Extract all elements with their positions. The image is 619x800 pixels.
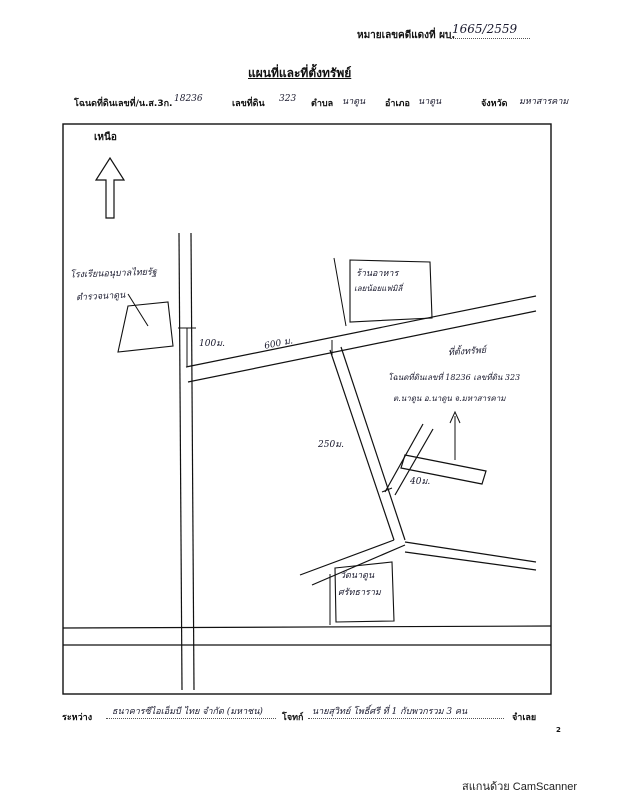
district-label: อำเภอ [385,99,410,109]
property-label: ที่ตั้งทรัพย์ [447,345,487,359]
map-border [63,124,551,694]
district-value: นาดูน [418,97,442,107]
school-parcel [118,302,173,352]
defendant-label: จำเลย [512,713,537,723]
distance-600m: 600 ม. [263,336,294,352]
land-no-label: เลขที่ดิน [232,99,265,109]
defendant-value: นายสุวิทย์ โพธิ์ศรี ที่ 1 กับพวกรวม 3 คน [312,707,468,717]
distance-40m: 40ม. [410,477,431,487]
road-right-branch-top [405,542,536,562]
page-mark: 2 [556,726,561,734]
school-pointer [128,294,148,326]
plaintiff-dotline [106,718,276,719]
restaurant-sub: เลยน้อยแฟมิลี่ [354,284,403,293]
deed-label: โฉนดที่ดินเลขที่/น.ส.3ก. [74,99,173,109]
defendant-dotline [308,718,504,719]
province-value: มหาสารคาม [519,97,569,107]
restaurant-road-line [334,258,346,326]
property-line2: ต.นาดูน อ.นาดูน จ.มหาสารคาม [393,394,506,403]
subdistrict-label: ตำบล [311,99,334,109]
deed-value: 18236 [174,94,203,104]
road-vertical-right [191,233,194,690]
police-label: ตำรวจนาดูน [75,290,126,304]
road-vertical-left [179,233,182,690]
north-label: เหนือ [94,132,117,143]
school-label: โรงเรียนอนุบาลไทยรัฐ [69,267,157,281]
distance-100m: 100ม. [199,339,225,349]
property-line1: โฉนดที่ดินเลขที่ 18236 เลขที่ดิน 323 [388,373,521,382]
temple-sub: ศรัทธาราม [338,588,381,598]
scanner-watermark: สแกนด้วย CamScanner [462,781,578,793]
road-bottom-top [63,626,551,628]
distance-250m: 250ม. [318,440,344,450]
restaurant-label: ร้านอาหาร [356,269,399,279]
case-number-label: หมายเลขคดีแดงที่ ผบ. [357,30,456,41]
between-label: ระหว่าง [62,713,93,723]
plaintiff-value: ธนาคารซีไอเอ็มบี ไทย จำกัด (มหาชน) [112,707,263,717]
subdistrict-value: นาดูน [342,97,366,107]
page-title: แผนที่และที่ตั้งทรัพย์ [248,66,352,80]
plaintiff-label: โจทก์ [282,713,304,723]
land-no-value: 323 [279,94,297,104]
temple-label: วัดนาดูน [340,571,375,581]
province-label: จังหวัด [481,99,508,109]
north-arrow-icon [96,158,124,218]
road-right-branch-bottom [405,552,536,570]
case-number-value: 1665/2559 [452,22,518,36]
